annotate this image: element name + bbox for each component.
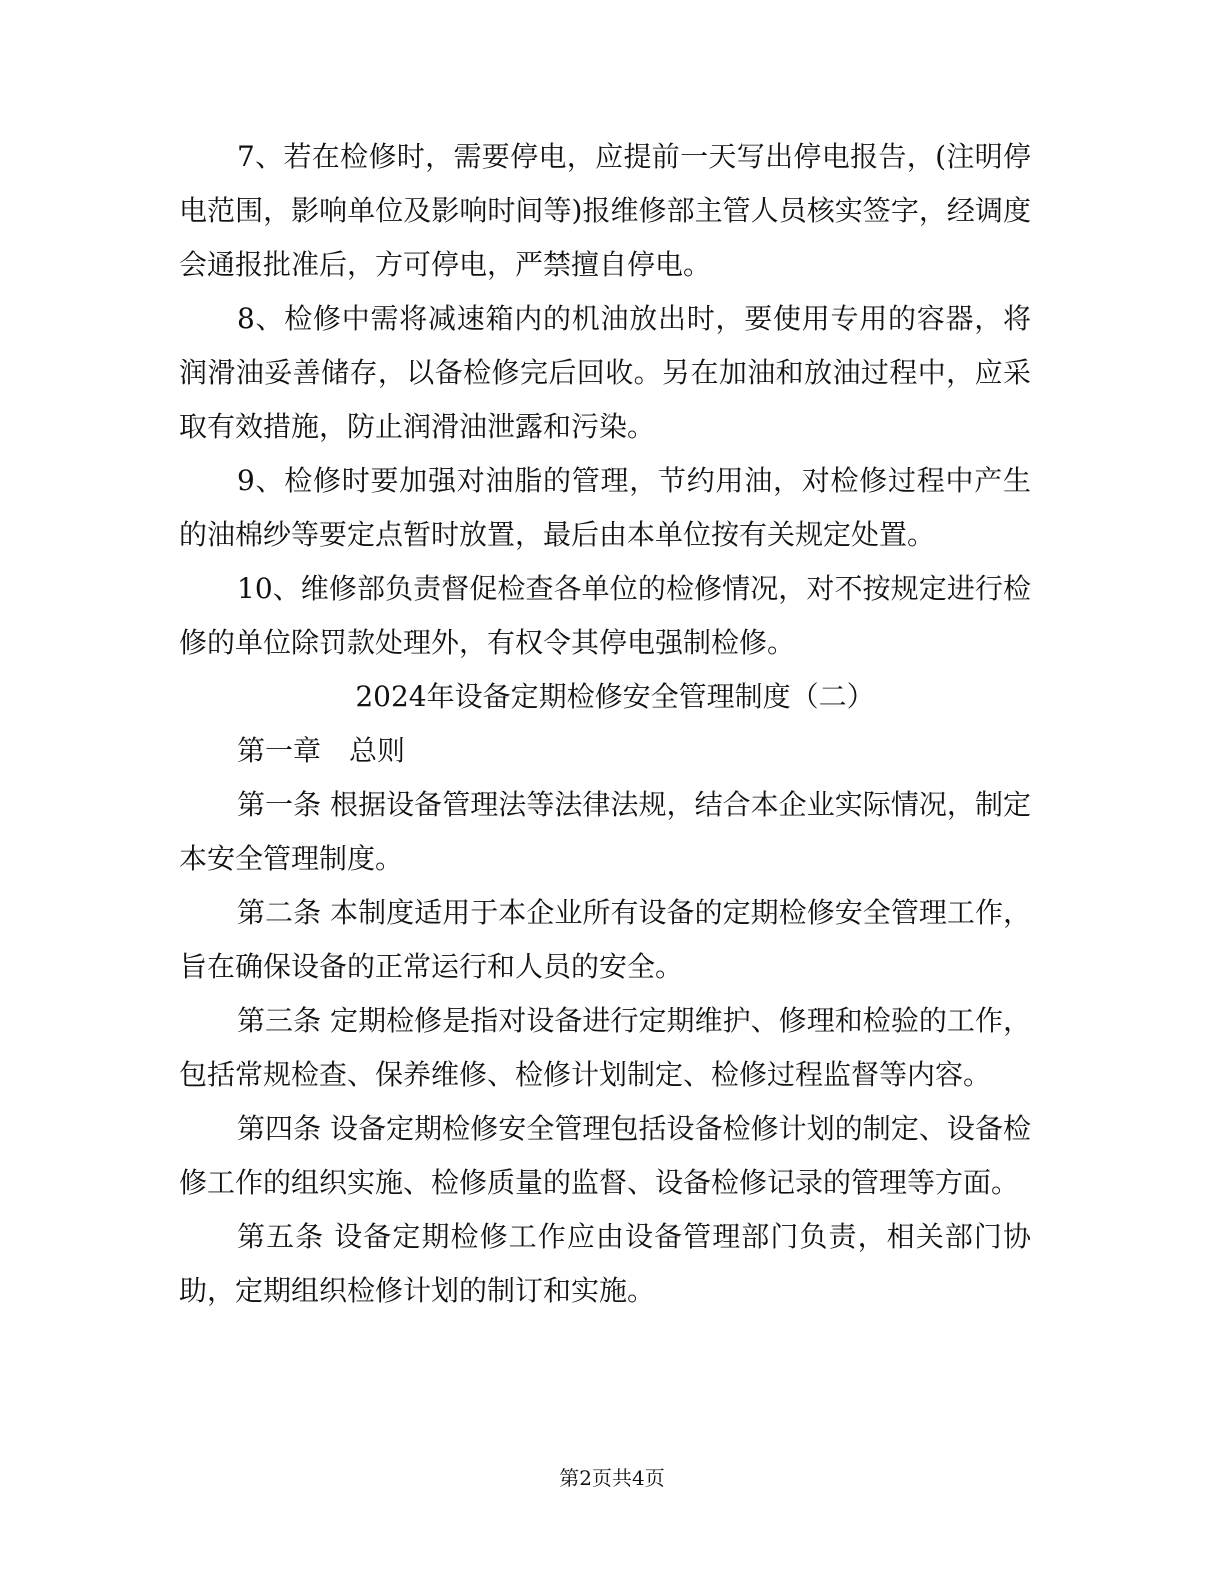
page-number: 第2页共4页 — [559, 1466, 665, 1490]
article-3: 第三条 定期检修是指对设备进行定期维护、修理和检验的工作，包括常规检查、保养维修、检修计划制定、检修过程监督等内容。 — [179, 1004, 1031, 1091]
article-5: 第五条 设备定期检修工作应由设备管理部门负责，相关部门协助，定期组织检修计划的制订和实施。 — [179, 1220, 1031, 1307]
paragraph-item-9: 9、检修时要加强对油脂的管理，节约用油，对检修过程中产生的油棉纱等要定点暂时放置，最后由本单位按有关规定处置。 — [179, 464, 1031, 551]
paragraph-item-8: 8、检修中需将减速箱内的机油放出时，要使用专用的容器，将润滑油妥善储存，以备检修完后回收。另在加油和放油过程中，应采取有效措施，防止润滑油泄露和污染。 — [179, 302, 1031, 443]
chapter-heading: 第一章 总则 — [237, 734, 406, 767]
article-1: 第一条 根据设备管理法等法律法规，结合本企业实际情况，制定本安全管理制度。 — [179, 788, 1031, 875]
paragraph-item-10: 10、维修部负责督促检查各单位的检修情况，对不按规定进行检修的单位除罚款处理外，有权令其停电强制检修。 — [179, 572, 1031, 659]
article-2: 第二条 本制度适用于本企业所有设备的定期检修安全管理工作，旨在确保设备的正常运行和人员的安全。 — [179, 896, 1031, 983]
section-title: 2024年设备定期检修安全管理制度（二） — [355, 680, 875, 713]
document-body — [179, 130, 1031, 1318]
article-4: 第四条 设备定期检修安全管理包括设备检修计划的制定、设备检修工作的组织实施、检修质量的监督、设备检修记录的管理等方面。 — [179, 1112, 1031, 1199]
paragraph-item-7: 7、若在检修时，需要停电，应提前一天写出停电报告，(注明停电范围，影响单位及影响时间等)报维修部主管人员核实签字，经调度会通报批准后，方可停电，严禁擅自停电。 — [179, 140, 1031, 281]
